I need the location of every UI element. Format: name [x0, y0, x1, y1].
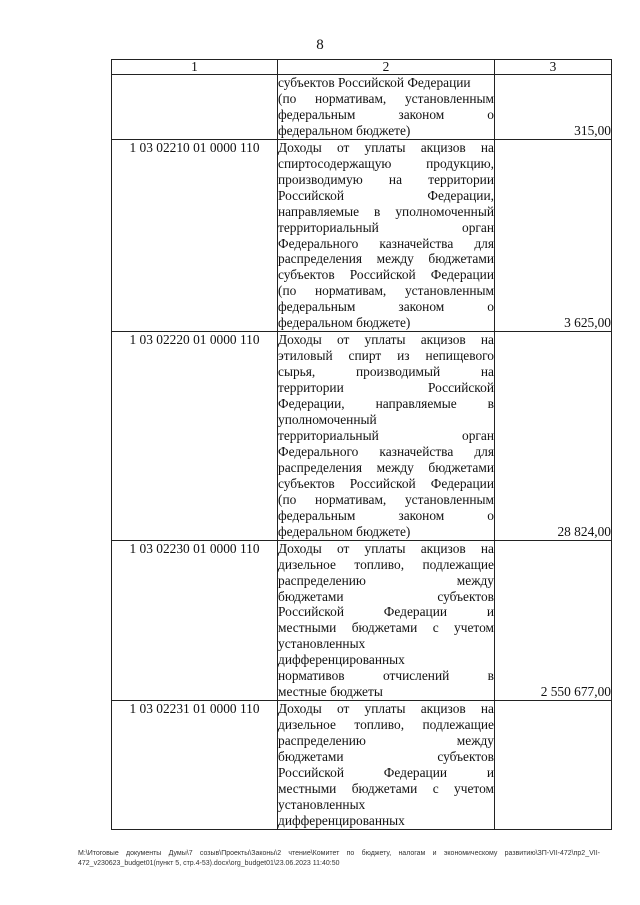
- amount-cell: 315,00: [495, 75, 612, 140]
- name-line: распределению между: [278, 733, 494, 749]
- name-line: направляемые в уполномоченный: [278, 203, 494, 219]
- name-line: субъектов Российской Федерации: [278, 75, 471, 90]
- name-line: территориальный орган: [278, 427, 494, 443]
- revenue-code-cell: 1 03 02230 01 0000 110: [112, 540, 278, 701]
- name-line: субъектов Российской Федерации: [278, 267, 494, 283]
- name-line: субъектов Российской Федерации: [278, 475, 494, 491]
- budget-revenue-table: [111, 59, 612, 830]
- name-line: распределению между: [278, 572, 494, 588]
- name-line: Доходы от уплаты акцизов на: [278, 540, 494, 556]
- name-line: (по нормативам, установленным: [278, 283, 494, 299]
- name-line: местными бюджетами с учетом: [278, 780, 494, 796]
- name-line: Российской Федерации и: [278, 764, 494, 780]
- table-row: [112, 540, 612, 701]
- name-line: установленных: [278, 636, 366, 652]
- footer-line: 472_v230623_budget01(пункт 5, стр.4-53).docx\org_budget01\23.06.2023 11:40:50: [78, 860, 340, 867]
- name-line: дифференцированных: [278, 812, 405, 828]
- name-line: федеральным законом о: [278, 106, 494, 122]
- name-line: бюджетами субъектов: [278, 749, 494, 765]
- table-header-row: [112, 60, 612, 75]
- amount-cell: 2 550 677,00: [495, 540, 612, 701]
- name-line: местные бюджеты: [278, 684, 383, 700]
- table-row: [112, 701, 612, 830]
- name-line: федеральном бюджете): [278, 122, 411, 138]
- revenue-name-cell: [278, 701, 495, 830]
- name-line: (по нормативам, установленным: [278, 90, 494, 106]
- name-line: сырья, производимый на: [278, 364, 494, 380]
- name-line: Федерации, направляемые в: [278, 396, 494, 412]
- name-line: производимую на территории: [278, 171, 494, 187]
- name-line: дифференцированных: [278, 652, 405, 668]
- revenue-code-cell: 1 03 02220 01 0000 110: [112, 332, 278, 540]
- name-line: территориальный орган: [278, 219, 494, 235]
- revenue-name-cell: [278, 75, 495, 140]
- table-row: [112, 332, 612, 540]
- column-header-amount: 3: [495, 60, 612, 75]
- name-line: распределения между бюджетами: [278, 459, 494, 475]
- revenue-code-cell: [112, 75, 278, 140]
- column-header-code: 1: [112, 60, 278, 75]
- name-line: федеральном бюджете): [278, 315, 411, 331]
- name-line: распределения между бюджетами: [278, 251, 494, 267]
- amount-cell: [495, 701, 612, 830]
- revenue-code-cell: 1 03 02210 01 0000 110: [112, 139, 278, 331]
- name-line: Федерального казначейства для: [278, 443, 494, 459]
- name-line: дизельное топливо, подлежащие: [278, 717, 494, 733]
- name-line: Доходы от уплаты акцизов на: [278, 332, 494, 348]
- amount-cell: 3 625,00: [495, 139, 612, 331]
- name-line: территории Российской: [278, 380, 494, 396]
- name-line: Федерального казначейства для: [278, 235, 494, 251]
- name-line: этиловый спирт из непищевого: [278, 348, 494, 364]
- revenue-name-cell: [278, 139, 495, 331]
- page-number: 8: [316, 37, 324, 53]
- name-line: местными бюджетами с учетом: [278, 620, 494, 636]
- revenue-name-cell: [278, 540, 495, 701]
- revenue-code-cell: 1 03 02231 01 0000 110: [112, 701, 278, 830]
- document-path-footer: [78, 849, 600, 869]
- name-line: установленных: [278, 796, 366, 812]
- name-line: федеральным законом о: [278, 299, 494, 315]
- table-row: [112, 139, 612, 331]
- name-line: Российской Федерации,: [278, 187, 494, 203]
- name-line: Доходы от уплаты акцизов на: [278, 139, 494, 155]
- footer-line: M:\Итоговые документы Думы\7 созыв\Проекты\Законы\2 чтение\Комитет по бюджету, налогам и экономическому развитию\ЗП-VII-472\пр2_VII-: [78, 850, 600, 857]
- column-header-name: 2: [278, 60, 495, 75]
- name-line: бюджетами субъектов: [278, 588, 494, 604]
- amount-cell: 28 824,00: [495, 332, 612, 540]
- name-line: спиртосодержащую продукцию,: [278, 155, 494, 171]
- name-line: уполномоченный: [278, 412, 377, 428]
- name-line: Доходы от уплаты акцизов на: [278, 701, 494, 717]
- name-line: Российской Федерации и: [278, 604, 494, 620]
- table-row: [112, 75, 612, 140]
- revenue-name-cell: [278, 332, 495, 540]
- name-line: федеральным законом о: [278, 507, 494, 523]
- name-line: нормативов отчислений в: [278, 668, 494, 684]
- name-line: (по нормативам, установленным: [278, 491, 494, 507]
- name-line: дизельное топливо, подлежащие: [278, 556, 494, 572]
- name-line: федеральном бюджете): [278, 523, 411, 539]
